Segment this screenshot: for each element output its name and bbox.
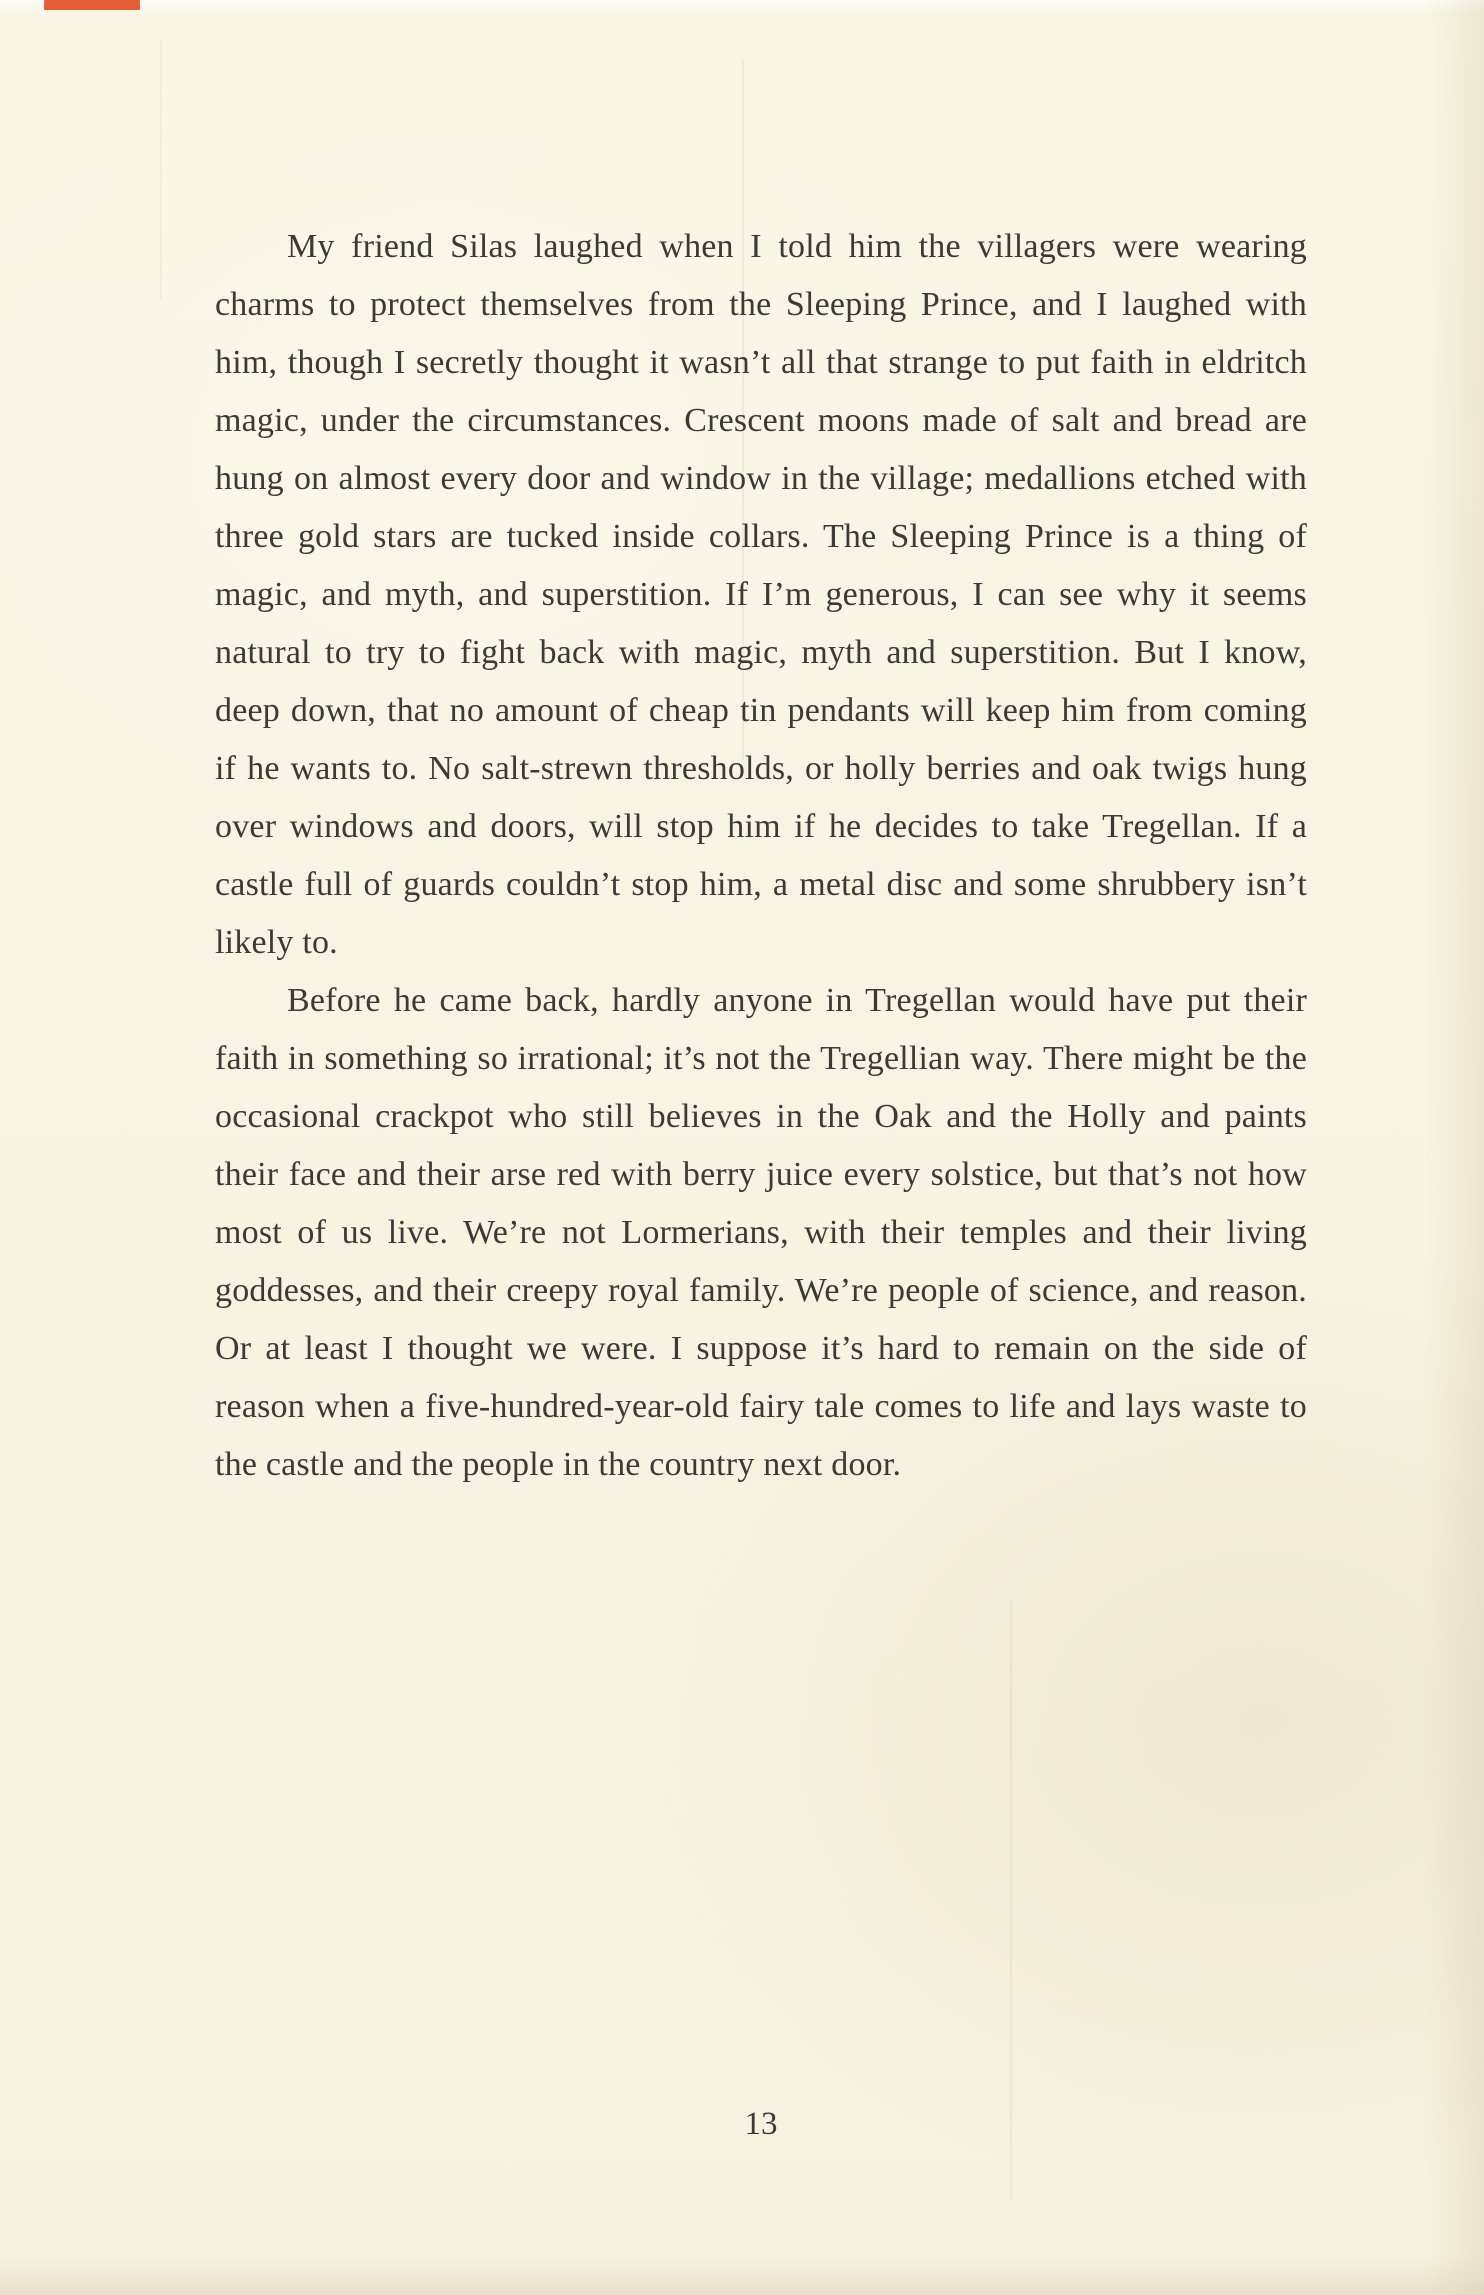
scan-red-mark	[44, 0, 140, 10]
page-number: 13	[744, 2106, 778, 2142]
paragraph-1: My friend Silas laughed when I told him the villagers were wearing charms to protect themselves from the Sleeping Prince, and I laughed with him, though I secretly thought it wasn’t all that strange to put faith in eldritch magic, under the circumstances. Crescent moons made of salt and bread are hung on almost every door and window in the village; medallions etched with three gold stars are tucked inside collars. The Sleeping Prince is a thing of magic, and myth, and superstition. If I’m generous, I can see why it seems natural to try to fight back with magic, myth and superstition. But I know, deep down, that no amount of cheap tin pendants will keep him from coming if he wants to. No salt-strewn thresholds, or holly berries and oak twigs hung over windows and doors, will stop him if he decides to take Tregellan. If a castle full of guards couldn’t stop him, a metal disc and some shrubbery isn’t likely to.	[215, 228, 1307, 961]
page-text-block	[215, 218, 1307, 1494]
scan-shadow	[0, 2255, 1484, 2295]
scan-shadow	[1424, 0, 1484, 2295]
scan-edge-highlight	[0, 0, 1484, 14]
paragraph-2: Before he came back, hardly anyone in Tregellan would have put their faith in something so irrational; it’s not the Tregellian way. There might be the occasional crackpot who still believes in the Oak and the Holly and paints their face and their arse red with berry juice every solstice, but that’s not how most of us live. We’re not Lormerians, with their temples and their living goddesses, and their creepy royal family. We’re people of science, and reason. Or at least I thought we were. I suppose it’s hard to remain on the side of reason when a five-hundred-year-old fairy tale comes to life and lays waste to the castle and the people in the country next door.	[215, 982, 1307, 1483]
paper-crease	[160, 40, 162, 300]
